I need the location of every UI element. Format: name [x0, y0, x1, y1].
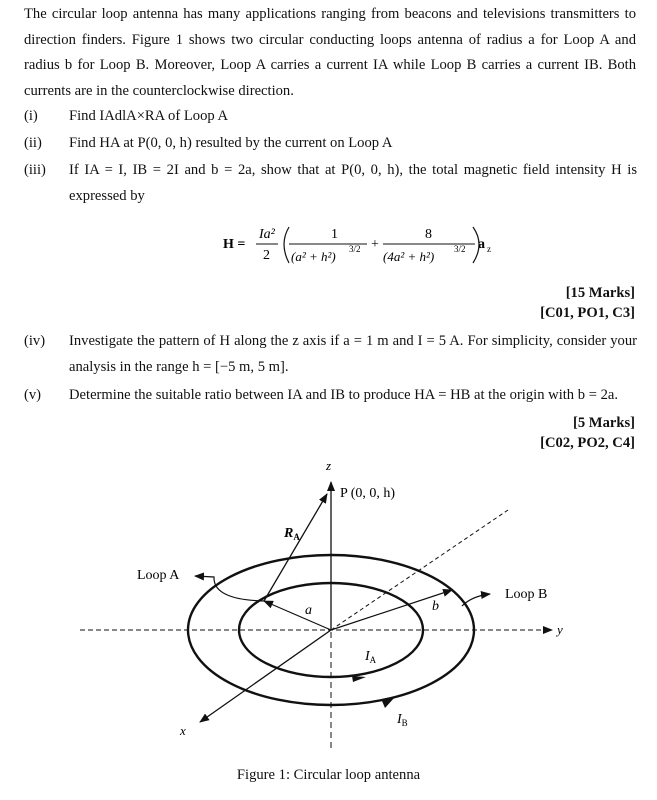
- left-paren: [284, 227, 289, 263]
- question-text: Find HA at P(0, 0, h) resulted by the current on Loop A: [69, 135, 393, 151]
- formula-unit: a: [478, 237, 485, 252]
- formula-lhs: H =: [223, 237, 246, 252]
- loop-b-label: Loop B: [505, 587, 548, 602]
- y-label: y: [557, 622, 563, 637]
- question-number: (v): [24, 387, 42, 403]
- formula-term2-num: 8: [425, 227, 432, 242]
- figure-caption: Figure 1: Circular loop antenna: [236, 767, 421, 783]
- question-text: Find IAdlA×RA of Loop A: [69, 108, 229, 124]
- formula-term1-num: 1: [331, 227, 338, 242]
- point-p-label: P (0, 0, h): [340, 486, 396, 501]
- question-text: Investigate the pattern of H along the z axis if a = 1 m and I = 5 A. For simplicity, consider your analysis in the range h = [−5 m, 5 m].: [69, 333, 637, 375]
- question-i: [0, 104, 657, 130]
- formula-unit-sub: z: [487, 244, 491, 254]
- loop-a-pointer: [195, 576, 265, 601]
- question-ii: [0, 131, 657, 157]
- intro-text: The circular loop antenna has many applications ranging from beacons and televisions transmitters to direction finders. Figure 1 shows two circular conducting loops antenna of radius a for Loop A and radius b for Loop B. Moreover, Loop A carries a current IA while Loop B carries a current IB. Both currents are in the counterclockwise direction.: [24, 6, 636, 100]
- question-number: (iv): [24, 333, 46, 349]
- marks-codes: [C02, PO2, C4]: [540, 435, 635, 451]
- current-arrow-a: [352, 676, 366, 682]
- formula-term1-exp: 3/2: [349, 244, 361, 254]
- marks-score: [5 Marks]: [572, 415, 635, 431]
- marks-codes: [C01, PO1, C3]: [540, 305, 635, 321]
- question-number: (iii): [24, 162, 46, 178]
- ra-label: $R_A$: [284, 526, 300, 542]
- formula-term2-exp: 3/2: [454, 244, 466, 254]
- formula-coef-den: 2: [263, 248, 270, 263]
- radius-b-label: b: [432, 599, 439, 614]
- question-iii: [0, 158, 657, 210]
- question-v: [0, 383, 657, 409]
- formula-term2-den: (4a² + h²): [383, 249, 435, 264]
- marks-block-1: [540, 283, 635, 323]
- x-label: x: [180, 723, 186, 738]
- field-formula: [223, 217, 503, 277]
- question-number: (i): [24, 108, 38, 124]
- ra-vector: [264, 494, 327, 601]
- current-a-label: $I_A$: [365, 649, 377, 665]
- question-number: (ii): [24, 135, 42, 151]
- intro-paragraph: [24, 2, 636, 105]
- marks-score: [15 Marks]: [565, 285, 635, 301]
- radius-a-line: [264, 601, 331, 630]
- formula-plus: +: [371, 237, 379, 252]
- radius-a-label: a: [305, 603, 312, 618]
- question-text: If IA = I, IB = 2I and b = 2a, show that at P(0, 0, h), the total magnetic field intensity H is expressed by: [69, 162, 637, 204]
- z-label: z: [326, 458, 332, 473]
- marks-block-2: [540, 413, 635, 453]
- formula-coef-num: Ia²: [259, 227, 275, 242]
- question-text: Determine the suitable ratio between IA and IB to produce HA = HB at the origin with b = 2a.: [69, 387, 618, 403]
- formula-term1-den: (a² + h²): [291, 249, 336, 264]
- loop-antenna-figure: [70, 448, 590, 768]
- question-iv: [0, 329, 657, 381]
- loop-a-label: Loop A: [137, 568, 180, 583]
- current-b-label: $I_B$: [397, 712, 408, 728]
